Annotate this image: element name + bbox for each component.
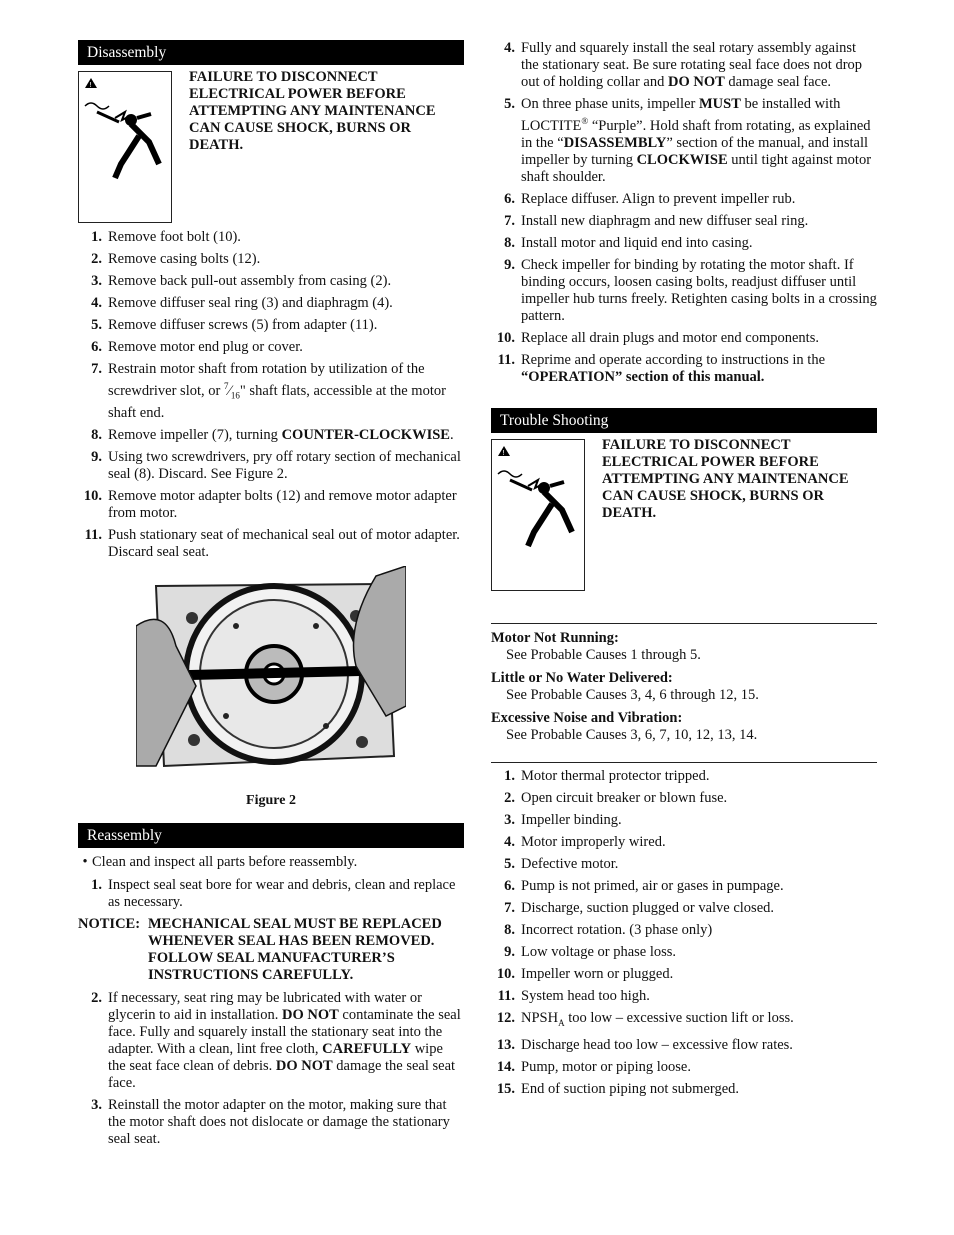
reassembly-bullet: • Clean and inspect all parts before reassembly. <box>82 853 358 870</box>
reassembly-heading: Reassembly <box>78 823 464 848</box>
left-column <box>78 40 464 1153</box>
list-item: 1. Remove foot bolt (10). <box>91 229 241 245</box>
list-item: 15. End of suction piping not submerged. <box>496 1080 740 1097</box>
symptom-title: Excessive Noise and Vibration: <box>491 709 683 726</box>
divider <box>491 623 877 624</box>
list-item: 10. Remove motor adapter bolts (12) and remove motor adapter from motor. <box>83 487 457 521</box>
reassembly-steps-part2 <box>78 990 464 1148</box>
list-item: 3. Remove back pull-out assembly from casing (2). <box>91 273 392 289</box>
list-item: 7. Discharge, suction plugged or valve closed. <box>504 899 775 916</box>
list-item: 6. Pump is not primed, air or gases in pumpage. <box>504 877 784 894</box>
list-item: 4. Motor improperly wired. <box>504 833 666 850</box>
symptoms-list <box>491 630 877 744</box>
warning-text: FAILURE TO DISCONNECT ELECTRICAL POWER BEFORE ATTEMPTING ANY MAINTENANCE CAN CAUSE SHOCK, BURNS OR DEATH. <box>602 436 849 521</box>
figure-2-image <box>78 566 464 783</box>
symptom-desc: See Probable Causes 3, 4, 6 through 12, 15. <box>506 686 759 703</box>
list-item: 5. On three phase units, impeller MUST be installed with LOCTITE® “Purple”. Hold shaft from rotating, as explained in the “DISASSEMBLY” section of the manual, and install impeller by turning CLOCKWISE until tight against motor shaft shoulder. <box>504 96 872 185</box>
probable-causes <box>491 768 877 1098</box>
list-item: 1. Motor thermal protector tripped. <box>504 767 710 784</box>
disassembly-warning <box>78 71 464 223</box>
list-item: 2. Remove casing bolts (12). <box>91 251 261 267</box>
disassembly-steps <box>78 229 464 561</box>
reassembly-steps-part3 <box>491 40 877 386</box>
trouble-warning <box>491 436 877 591</box>
list-item: 6. Remove motor end plug or cover. <box>91 339 303 355</box>
list-item: 3. Reinstall the motor adapter on the motor, making sure that the motor shaft does not dislocate or damage the stationary seal seat. <box>91 1096 450 1147</box>
reassembly-steps-part1 <box>78 877 464 911</box>
list-item: 8. Incorrect rotation. (3 phase only) <box>504 921 713 938</box>
symptom-desc: See Probable Causes 1 through 5. <box>506 646 701 663</box>
list-item: 9. Low voltage or phase loss. <box>504 943 677 960</box>
list-item: 11. System head too high. <box>497 987 650 1004</box>
notice <box>78 916 464 984</box>
divider <box>491 762 877 763</box>
svg-text:!: ! <box>89 81 93 89</box>
list-item: 11. Push stationary seat of mechanical seal out of motor adapter. Discard seal seat. <box>84 526 460 560</box>
list-item: 10. Replace all drain plugs and motor end components. <box>496 329 819 346</box>
symptom-desc: See Probable Causes 3, 6, 7, 10, 12, 13, 14. <box>506 726 758 743</box>
symptom-title: Motor Not Running: <box>491 629 619 646</box>
shock-hazard-box <box>491 439 585 591</box>
notice-label: NOTICE: <box>78 915 141 932</box>
list-item: 2. If necessary, seat ring may be lubricated with water or glycerin to aid in installation. DO NOT contaminate the seal face. Fully and squarely install the stationary seat into the adapter. With a clean, lint free cloth, CAREFULLY wipe the seat face clean of debris. DO NOT damage the seal seat face. <box>91 989 461 1091</box>
list-item: 7. Install new diaphragm and new diffuser seal ring. <box>504 212 809 229</box>
list-item: 4. Fully and squarely install the seal rotary assembly against the stationary seat. Be sure rotating seal face does not drop out of holding collar and DO NOT damage seal face. <box>504 40 863 90</box>
warning-text: FAILURE TO DISCONNECT ELECTRICAL POWER BEFORE ATTEMPTING ANY MAINTENANCE CAN CAUSE SHOCK, BURNS OR DEATH. <box>189 69 436 153</box>
shock-hazard-box <box>78 71 172 223</box>
electric-shock-figure-icon <box>81 74 171 184</box>
electric-shock-figure-icon <box>494 442 584 552</box>
list-item: 8. Remove impeller (7), turning COUNTER-CLOCKWISE. <box>91 426 454 443</box>
list-item: 14. Pump, motor or piping loose. <box>496 1058 691 1075</box>
list-item: 5. Remove diffuser screws (5) from adapter (11). <box>91 317 378 333</box>
notice-text: MECHANICAL SEAL MUST BE REPLACED WHENEVER SEAL HAS BEEN REMOVED. FOLLOW SEAL MANUFACTURER’S INSTRUCTIONS CAREFULLY. <box>148 915 442 983</box>
list-item: 7. Restrain motor shaft from rotation by utilization of the screwdriver slot, or $^7⁄_{16}$" shaft flats, accessible at the motor shaft end. <box>91 361 446 421</box>
list-item: 4. Remove diffuser seal ring (3) and diaphragm (4). <box>91 295 393 311</box>
list-item: 6. Replace diffuser. Align to prevent impeller rub. <box>504 190 796 207</box>
list-item: 5. Defective motor. <box>504 855 619 872</box>
list-item: 9. Using two screwdrivers, pry off rotary section of mechanical seal (8). Discard. See Figure 2. <box>91 448 461 482</box>
right-column <box>491 40 877 1103</box>
list-item: 8. Install motor and liquid end into casing. <box>504 234 753 251</box>
svg-text:!: ! <box>502 448 506 457</box>
list-item: 12. $NPSH_A$ too low – excessive suction lift or loss. <box>496 1009 794 1028</box>
list-item: 13. Discharge head too low – excessive flow rates. <box>496 1036 793 1053</box>
list-item: 2. Open circuit breaker or blown fuse. <box>504 789 728 806</box>
list-item: 3. Impeller binding. <box>504 811 622 828</box>
trouble-shooting-heading: Trouble Shooting <box>491 408 877 433</box>
list-item: 10. Impeller worn or plugged. <box>496 965 674 982</box>
list-item: 9. Check impeller for binding by rotating the motor shaft. If binding occurs, loosen casing bolts, readjust diffuser until impeller hub turns freely. Retighten casing bolts in a crossing pattern. <box>504 256 877 324</box>
list-item: 1. Inspect seal seat bore for wear and debris, clean and replace as necessary. <box>91 876 456 910</box>
figure-caption: Figure 2 <box>246 792 296 808</box>
symptom-title: Little or No Water Delivered: <box>491 669 673 686</box>
list-item: 11. Reprime and operate according to instructions in the “OPERATION” section of this manual. <box>497 351 826 385</box>
disassembly-heading: Disassembly <box>78 40 464 65</box>
